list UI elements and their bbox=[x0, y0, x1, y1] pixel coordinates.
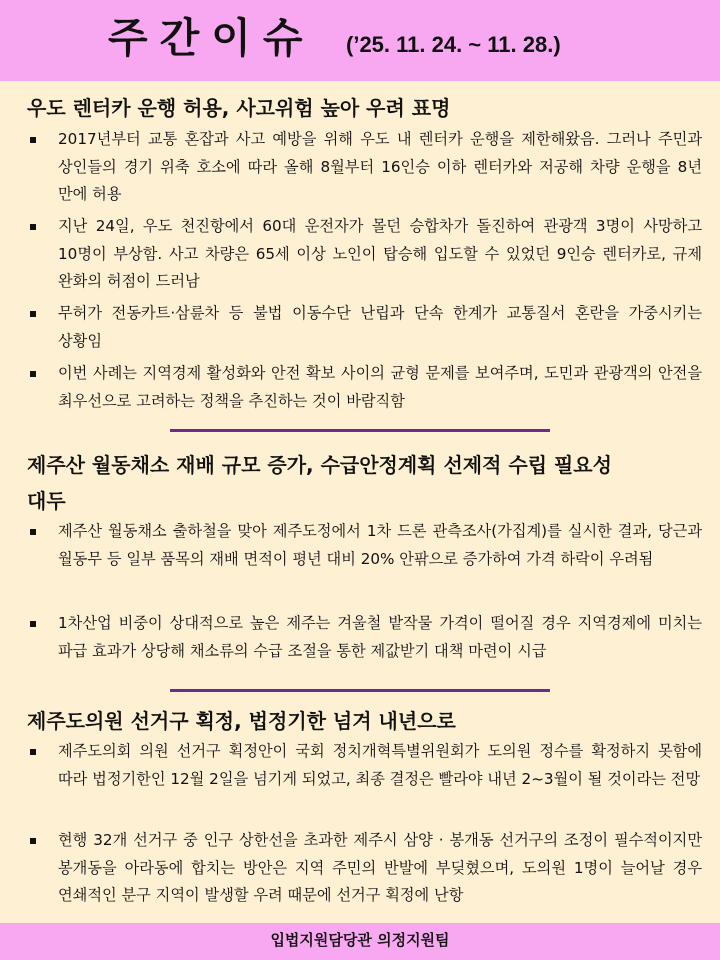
date-range: (’25. 11. 24. ~ 11. 28.) bbox=[346, 32, 561, 57]
section-divider bbox=[170, 429, 550, 432]
page-footer bbox=[0, 923, 720, 960]
page-header bbox=[0, 0, 720, 81]
section-1-heading: 우도 렌터카 운행 허용, 사고위험 높아 우려 표명 bbox=[27, 96, 451, 120]
page-title: 주간이슈 bbox=[108, 14, 315, 62]
bullet-square-icon bbox=[30, 529, 36, 535]
section-3-heading: 제주도의원 선거구 획정, 법정기한 넘겨 내년으로 bbox=[27, 709, 456, 733]
bullet-square-icon bbox=[30, 224, 36, 230]
list-item: 2017년부터 교통 혼잡과 사고 예방을 위해 우도 내 렌터카 운행을 제한해왔음. 그러나 주민과 상인들의 경기 위축 호소에 따라 올해 8월부터 16인승 이하 렌터카와 저공해 차량 운행을 8년 만에 허용 bbox=[30, 126, 702, 209]
department-name: 입법지원담당관 의정지원팀 bbox=[270, 931, 450, 949]
section-2-heading-continued: 대두 bbox=[27, 489, 66, 513]
bullet-square-icon bbox=[30, 749, 36, 755]
bullet-square-icon bbox=[30, 838, 36, 844]
bullet-square-icon bbox=[30, 137, 36, 143]
list-item: 제주산 월동채소 출하철을 맞아 제주도정에서 1차 드론 관측조사(가집계)를 실시한 결과, 당근과 월동무 등 일부 품목의 재배 면적이 평년 대비 20% 안팎으로 증가하여 가격 하락이 우려됨 bbox=[30, 518, 702, 573]
list-item: 제주도의회 의원 선거구 획정안이 국회 정치개혁특별위원회가 도의원 정수를 확정하지 못함에 따라 법정기한인 12월 2일을 넘기게 되었고, 최종 결정은 빨라야 내년 2~3월이 될 것이라는 전망 bbox=[30, 738, 702, 793]
list-item: 1차산업 비중이 상대적으로 높은 제주는 겨울철 밭작물 가격이 떨어질 경우 지역경제에 미치는 파급 효과가 상당해 채소류의 수급 조절을 통한 제값받기 대책 마련이 시급 bbox=[30, 610, 702, 665]
bullet-square-icon bbox=[30, 311, 36, 317]
section-divider bbox=[170, 689, 550, 692]
bullet-square-icon bbox=[30, 621, 36, 627]
list-item: 지난 24일, 우도 천진항에서 60대 운전자가 몰던 승합차가 돌진하여 관광객 3명이 사망하고 10명이 부상함. 사고 차량은 65세 이상 노인이 탑승해 입도할 수 있었던 9인승 렌터카로, 규제 완화의 허점이 드러남 bbox=[30, 213, 702, 296]
list-item: 이번 사례는 지역경제 활성화와 안전 확보 사이의 균형 문제를 보여주며, 도민과 관광객의 안전을 최우선으로 고려하는 정책을 추진하는 것이 바람직함 bbox=[30, 360, 702, 415]
section-2-heading: 제주산 월동채소 재배 규모 증가, 수급안정계획 선제적 수립 필요성 bbox=[27, 453, 612, 477]
list-item: 무허가 전동카트·삼륜차 등 불법 이동수단 난립과 단속 한계가 교통질서 혼란을 가중시키는 상황임 bbox=[30, 300, 702, 355]
bullet-square-icon bbox=[30, 371, 36, 377]
list-item: 현행 32개 선거구 중 인구 상한선을 초과한 제주시 삼양 · 봉개동 선거구의 조정이 필수적이지만 봉개동을 아라동에 합치는 방안은 지역 주민의 반발에 부딪혔으며, 도의원 1명이 늘어날 경우 연쇄적인 분구 지역이 발생할 우려 때문에 선거구 획정에 난항 bbox=[30, 827, 702, 910]
